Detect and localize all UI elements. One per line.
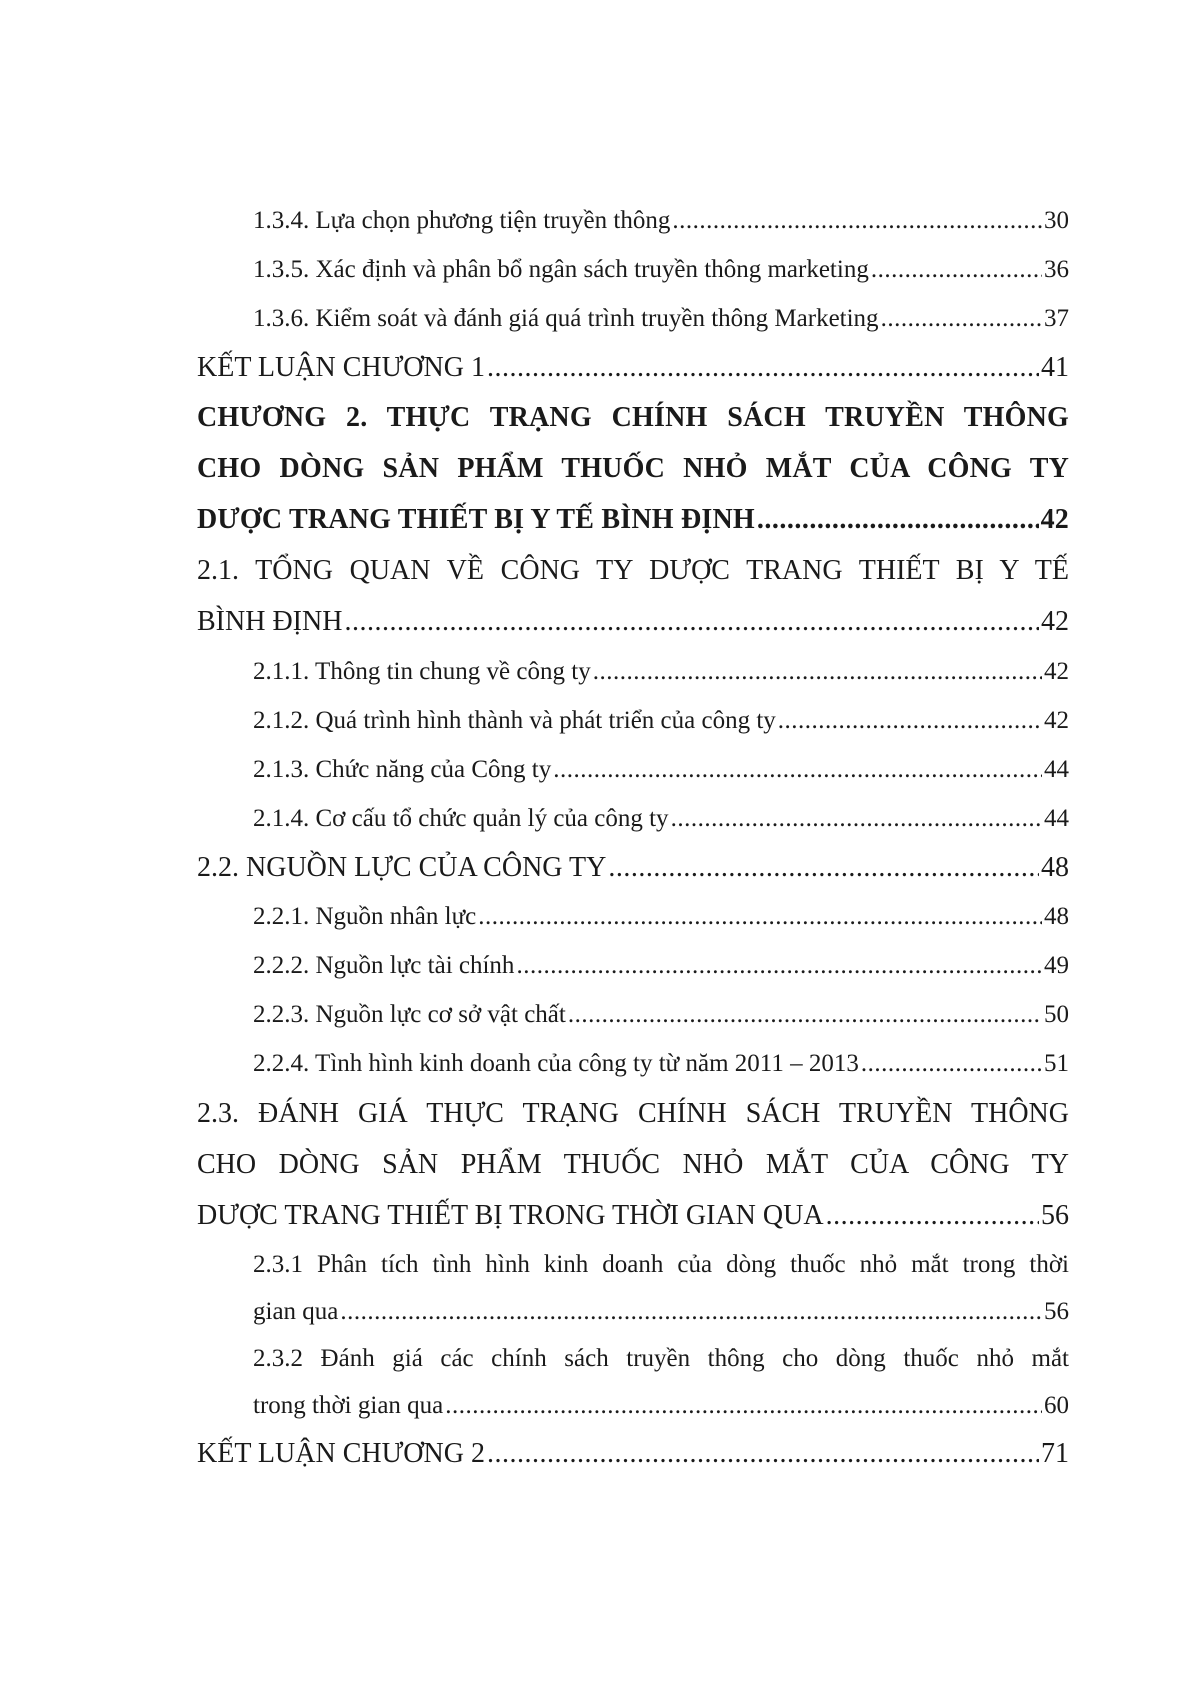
- toc-entry-title: 1.3.6. Kiểm soát và đánh giá quá trình truyền thông Marketing: [253, 305, 879, 332]
- toc-entry-title-line: DƯỢC TRANG THIẾT BỊ TRONG THỜI GIAN QUA: [197, 1200, 824, 1231]
- toc-entry-title: 1.3.5. Xác định và phân bổ ngân sách truyền thông marketing: [253, 256, 869, 283]
- toc-leader-dots: [445, 1383, 1042, 1429]
- toc-leader-dots: [672, 196, 1042, 245]
- toc-entry-2-1-2[interactable]: [197, 696, 1069, 745]
- toc-leader-dots: [568, 990, 1042, 1039]
- toc-entry-title: 1.3.4. Lựa chọn phương tiện truyền thông: [253, 207, 671, 234]
- toc-page-number: 41: [1041, 352, 1069, 383]
- toc-entry-title: 2.2. NGUỒN LỰC CỦA CÔNG TY: [197, 852, 607, 883]
- toc-entry-2-1-4[interactable]: [197, 794, 1069, 843]
- toc-entry-title: 2.2.3. Nguồn lực cơ sở vật chất: [253, 1001, 566, 1028]
- toc-entry-1-3-5[interactable]: [197, 245, 1069, 294]
- toc-leader-dots: [553, 745, 1042, 794]
- toc-entry-1-3-4[interactable]: [197, 196, 1069, 245]
- toc-page-number: 36: [1044, 256, 1069, 283]
- toc-entry-2-2-1[interactable]: [197, 892, 1069, 941]
- toc-leader-dots: [487, 1429, 1039, 1478]
- toc-entry-2-1[interactable]: [197, 545, 1069, 647]
- toc-entry-2-1-3[interactable]: [197, 745, 1069, 794]
- toc-leader-dots: [757, 494, 1039, 545]
- toc-entry-2-3-2[interactable]: [197, 1335, 1069, 1429]
- toc-entry-title: 2.1.1. Thông tin chung về công ty: [253, 658, 591, 685]
- toc-page-number: 48: [1041, 852, 1069, 883]
- toc-page-number: 60: [1044, 1392, 1069, 1419]
- toc-leader-dots: [861, 1039, 1042, 1088]
- toc-entry-title: 2.1.4. Cơ cấu tổ chức quản lý của công ty: [253, 805, 669, 832]
- toc-page-number: 56: [1044, 1298, 1069, 1325]
- toc-entry-title-line: 2.3.2 Đánh giá các chính sách truyền thông cho dòng thuốc nhỏ mắt: [253, 1345, 1069, 1372]
- toc-entry-title-line: CHO DÒNG SẢN PHẨM THUỐC NHỎ MẮT CỦA CÔNG TY: [197, 453, 1069, 484]
- toc-entry-title-line: 2.1. TỔNG QUAN VỀ CÔNG TY DƯỢC TRANG THIẾT BỊ Y TẾ: [197, 555, 1069, 586]
- toc-leader-dots: [478, 892, 1042, 941]
- toc-page-number: 71: [1041, 1438, 1069, 1469]
- toc-page-number: 50: [1044, 1001, 1069, 1028]
- toc-entry-title-line: CHƯƠNG 2. THỰC TRẠNG CHÍNH SÁCH TRUYỀN THÔNG: [197, 402, 1069, 433]
- table-of-contents: [197, 196, 1069, 1478]
- toc-leader-dots: [881, 294, 1042, 343]
- toc-entry-title-line: CHO DÒNG SẢN PHẨM THUỐC NHỎ MẮT CỦA CÔNG TY: [197, 1149, 1069, 1180]
- toc-entry-title: 2.2.4. Tình hình kinh doanh của công ty từ năm 2011 – 2013: [253, 1050, 859, 1077]
- toc-entry-title: 2.1.3. Chức năng của Công ty: [253, 756, 552, 783]
- toc-entry-title: 2.1.2. Quá trình hình thành và phát triển của công ty: [253, 707, 776, 734]
- toc-leader-dots: [778, 696, 1042, 745]
- toc-entry-title: 2.2.1. Nguồn nhân lực: [253, 903, 477, 930]
- toc-page-number: 42: [1041, 606, 1069, 637]
- toc-page-number: 37: [1044, 305, 1069, 332]
- toc-entry-title: KẾT LUẬN CHƯƠNG 1: [197, 352, 485, 383]
- toc-page-number: 51: [1044, 1050, 1069, 1077]
- toc-entry-2-3-1[interactable]: [197, 1241, 1069, 1335]
- toc-entry-2-2-2[interactable]: [197, 941, 1069, 990]
- toc-page-number: 48: [1044, 903, 1069, 930]
- toc-leader-dots: [340, 1289, 1042, 1335]
- toc-entry-2-2-3[interactable]: [197, 990, 1069, 1039]
- toc-entry-title-line: gian qua: [253, 1298, 339, 1325]
- toc-entry-title-line: 2.3. ĐÁNH GIÁ THỰC TRẠNG CHÍNH SÁCH TRUYỀN THÔNG: [197, 1098, 1069, 1129]
- toc-leader-dots: [344, 596, 1039, 647]
- toc-entry-title-line: DƯỢC TRANG THIẾT BỊ Y TẾ BÌNH ĐỊNH: [197, 504, 755, 535]
- toc-entry-2-1-1[interactable]: [197, 647, 1069, 696]
- toc-leader-dots: [826, 1190, 1039, 1241]
- toc-entry-2-2[interactable]: [197, 843, 1069, 892]
- toc-leader-dots: [871, 245, 1042, 294]
- toc-entry-ket-luan-chuong-2[interactable]: [197, 1429, 1069, 1478]
- toc-entry-ket-luan-chuong-1[interactable]: [197, 343, 1069, 392]
- toc-entry-chapter-2[interactable]: [197, 392, 1069, 545]
- toc-leader-dots: [487, 343, 1039, 392]
- toc-leader-dots: [671, 794, 1042, 843]
- toc-page-number: 44: [1044, 805, 1069, 832]
- toc-page-number: 30: [1044, 207, 1069, 234]
- toc-page-number: 42: [1044, 707, 1069, 734]
- toc-leader-dots: [516, 941, 1042, 990]
- toc-entry-1-3-6[interactable]: [197, 294, 1069, 343]
- toc-entry-2-2-4[interactable]: [197, 1039, 1069, 1088]
- toc-entry-title-line: BÌNH ĐỊNH: [197, 606, 343, 637]
- toc-page-number: 49: [1044, 952, 1069, 979]
- toc-page-number: 42: [1044, 658, 1069, 685]
- toc-page-number: 44: [1044, 756, 1069, 783]
- toc-entry-title: 2.2.2. Nguồn lực tài chính: [253, 952, 515, 979]
- toc-leader-dots: [593, 647, 1042, 696]
- toc-leader-dots: [608, 843, 1039, 892]
- toc-page-number: 56: [1041, 1200, 1069, 1231]
- toc-entry-title-line: trong thời gian qua: [253, 1392, 444, 1419]
- toc-entry-title: KẾT LUẬN CHƯƠNG 2: [197, 1438, 485, 1469]
- toc-entry-2-3[interactable]: [197, 1088, 1069, 1241]
- toc-page-number: 42: [1040, 504, 1069, 535]
- toc-entry-title-line: 2.3.1 Phân tích tình hình kinh doanh của dòng thuốc nhỏ mắt trong thời: [253, 1251, 1069, 1278]
